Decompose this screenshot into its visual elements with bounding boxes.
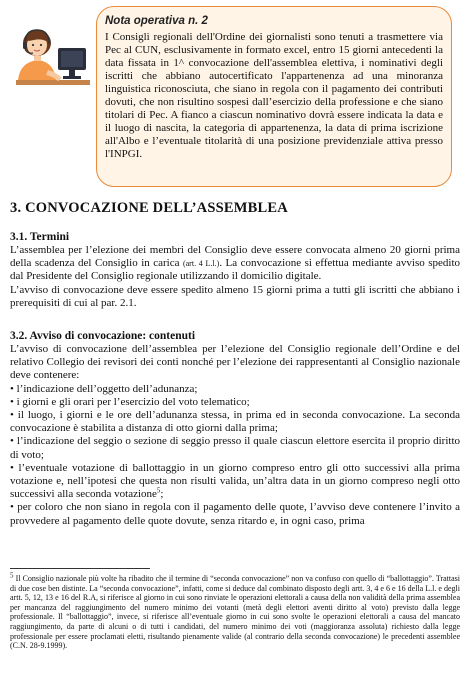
list-item: • l’indicazione del seggio o sezione di seggio presso il quale ciascun elettore esercita il proprio diritto di voto; <box>10 435 460 461</box>
footnote-marker[interactable]: 5 <box>156 486 161 495</box>
list-item: • il luogo, i giorni e le ore dell’adunanza stessa, in prima ed in seconda convocazione. La seconda convocazione è stabilita a distanza di otto giorni dalla prima; <box>10 409 460 435</box>
note-title: Nota operativa n. 2 <box>105 15 208 27</box>
document-body <box>10 200 460 528</box>
list-item <box>10 462 460 502</box>
footnote-text: Il Consiglio nazionale più volte ha ribadito che il termine di “seconda convocazione” non va confuso con quello di “ballottaggio”. Trattasi di due cose ben distinte. La “seconda convocazione”, infatti, come si deduce dal combinato disposto degli artt. 3, 4 e 6 e 16 della L.l. e degli artt. 5, 12, 13 e 16 del R.A, si riferisce al giorno in cui sono rinviate le operazioni elettorali a causa della non validità della prima assemblea per mancanza del raggiungimento del numero minimo dei votanti (metà degli elettori aventi diritto al voto) previsto dalla legge professionale. Il “ballottaggio”, invece, si riferisce all’eventuale giorno in cui sono svolte le operazioni elettorali a causa del mancato raggiungimento, da parte di alcuni o di tutti i candidati, del numero minimo dei voti (maggioranza assoluta) richiesto dalla legge professionale per essere proclamati eletti, risultando pienamente valide (al contrario della seconda convocazione) le precedenti assemblee (C.N. 28-9.1999). <box>10 574 460 651</box>
list-item: • per coloro che non siano in regola con il pagamento delle quote, l’avviso deve contenere l’invito a provvedere al pagamento delle quote dovute, senza ritardo e, in ogni caso, prima <box>10 501 460 527</box>
terms-p1-text-a: L’assemblea per l’elezione dei membri del Consiglio deve essere convocata almeno 20 giorni prima della scadenza del Consiglio in carica <box>10 244 460 270</box>
terms-paragraph-1 <box>10 244 460 284</box>
footnote <box>10 571 460 651</box>
list-item: • i giorni e gli orari per l’esercizio del voto telematico; <box>10 395 250 408</box>
list-item: • l’indicazione dell’oggetto dell’adunanza; <box>10 382 198 395</box>
subsection-title-notice: 3.2. Avviso di convocazione: contenuti <box>10 330 196 343</box>
list-item-text: • l’eventuale votazione di ballottaggio in un giorno compreso entro gli otto successivi alla prima votazione e, nell’ipotesi che questa non risulti valida, un’altra data in un giorno compreso negli otto successivi alla seconda votazione <box>10 461 460 501</box>
note-text: I Consigli regionali dell'Ordine dei giornalisti sono tenuti a trasmettere via Pec al CUN, esclusivamente in formato excel, entro 15 giorni antecedenti la data fissata in 1^ convocazione dell'assemblea elettiva, i nominativi degli iscritti che abbiano autocertificato l'appartenenza ad una minoranza linguistica riconosciuta, che siano in regola con il pagamento dei contributi dovuti, che non risultino sospesi dall’esercizio della professione e che siano titolari di Pec. A fianco a ciascun nominativo dovrà essere indicata la data e il luogo di nascita, la categoria di appartenenza, la data di prima iscrizione all'Albo e l’eventuale titolarità di una posizione previdenziale attiva presso l'INPGI. <box>105 31 443 160</box>
law-reference: (art. 4 L.l.) <box>182 259 220 269</box>
operator-avatar-icon <box>8 26 92 98</box>
notice-intro: L’avviso di convocazione dell’assemblea per l’elezione del Consiglio regionale dell’Ordine e del relativo Collegio dei revisori dei conti nonché per l’elezione dei rappresentanti al Consiglio nazionale deve contenere: <box>10 343 460 382</box>
terms-p1-text-b: . La convocazione si effettua mediante avviso spedito dal Presidente del Consiglio regionale utilizzando il domicilio digitale. <box>10 257 461 283</box>
subsection-title-terms: 3.1. Termini <box>10 231 70 243</box>
terms-paragraph-2: L’avviso di convocazione deve essere spedito almeno 15 giorni prima a tutti gli iscritti che abbiano i prerequisiti di cui al par. 2.1. <box>10 283 460 309</box>
operational-note-box <box>96 6 452 187</box>
footnote-number: 5 <box>10 571 14 580</box>
section-title: 3. CONVOCAZIONE DELL’ASSEMBLEA <box>10 200 288 216</box>
footnote-divider <box>10 568 150 569</box>
list-item-end: ; <box>160 488 164 501</box>
